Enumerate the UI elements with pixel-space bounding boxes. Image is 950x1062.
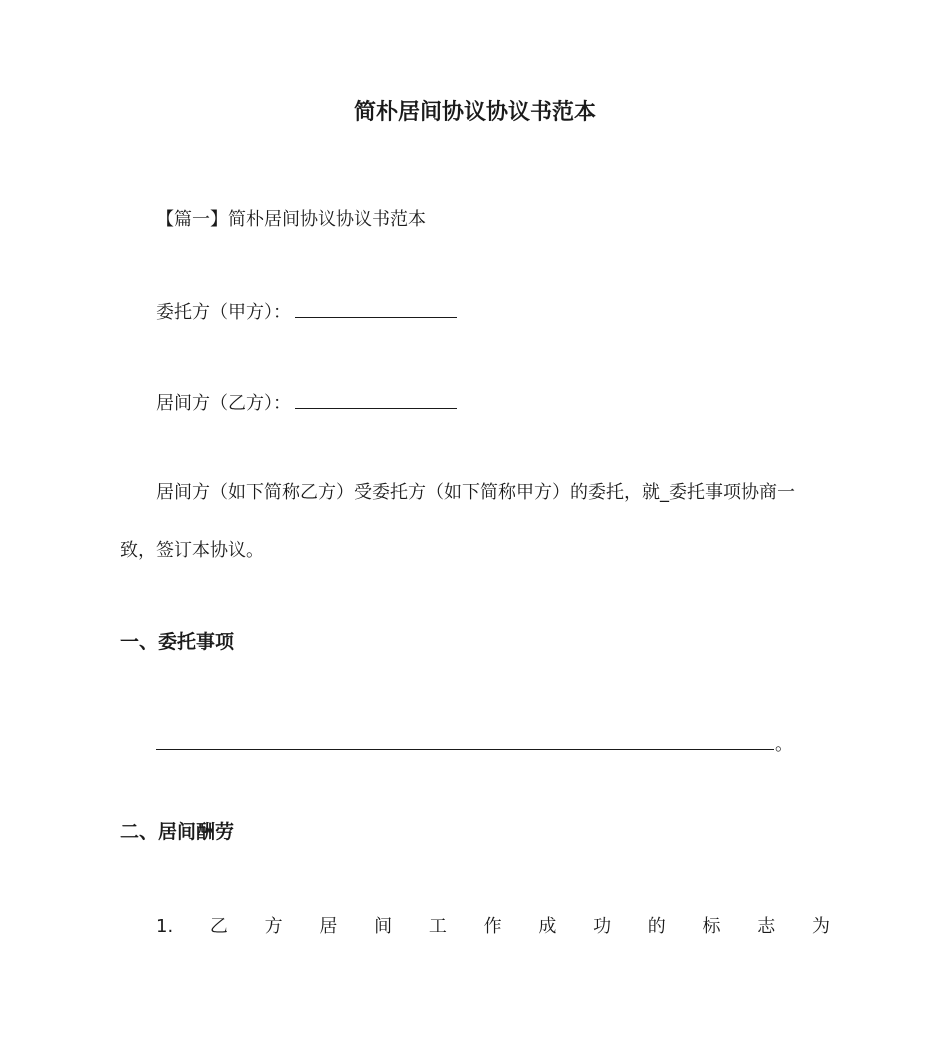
party-b-label: 居间方（乙方）：	[156, 393, 291, 414]
intro-paragraph-line-2: 致，签订本协议。	[120, 540, 264, 561]
party-a-row	[156, 299, 457, 325]
party-b-blank	[295, 390, 457, 409]
clause-1-char: 1.	[156, 916, 174, 937]
clause-1-char: 方	[264, 916, 283, 937]
document-subtitle: 【篇一】简朴居间协议协议书范本	[156, 209, 426, 230]
section-1-blank-row	[156, 731, 793, 757]
clause-1-line	[156, 915, 830, 939]
clause-1-char: 标	[702, 916, 721, 937]
clause-1-char: 作	[483, 916, 502, 937]
section-2-heading: 二、居间酬劳	[120, 821, 235, 843]
clause-1-char: 居	[319, 916, 338, 937]
party-a-label: 委托方（甲方）：	[156, 302, 291, 323]
intro-paragraph-line-1: 居间方（如下简称乙方）受委托方（如下简称甲方）的委托，就_委托事项协商一	[156, 482, 795, 503]
clause-1-char: 成	[538, 916, 557, 937]
document-title: 简朴居间协议协议书范本	[353, 100, 596, 125]
section-1-blank	[156, 731, 774, 750]
party-a-blank	[295, 299, 457, 318]
party-b-row	[156, 390, 457, 416]
clause-1-char: 间	[374, 916, 393, 937]
clause-1-char: 乙	[209, 916, 228, 937]
section-1-period: 。	[775, 734, 793, 755]
clause-1-char: 为	[812, 916, 830, 937]
clause-1-char: 工	[428, 916, 447, 937]
clause-1-char: 志	[757, 916, 776, 937]
clause-1-char: 的	[647, 916, 666, 937]
clause-1-char: 功	[593, 916, 612, 937]
section-1-heading: 一、委托事项	[120, 631, 235, 653]
